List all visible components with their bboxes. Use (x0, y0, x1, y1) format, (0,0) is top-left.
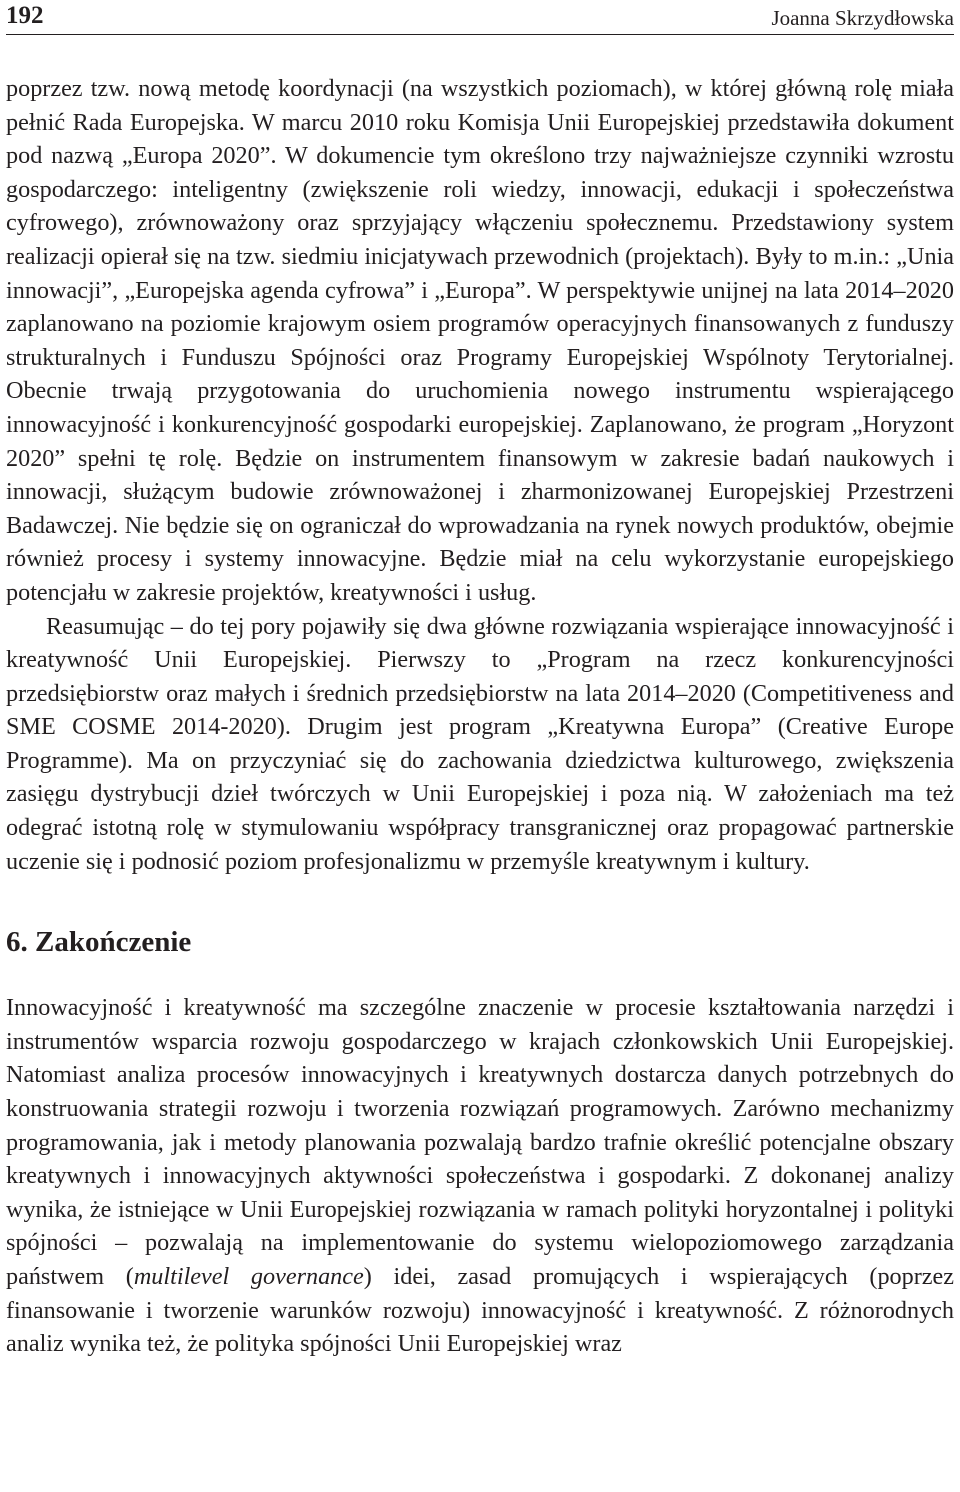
paragraph-summary: Reasumując – do tej pory pojawiły się dwa główne rozwiązania wspierające innowacyjność i kreatywność Unii Europejskiej. Pierwszy to „Program na rzecz konkurencyjności przedsiębiorstw oraz małych i średnich przedsiębiorstw na lata 2014–2020 (Competitiveness and SME COSME 2014-2020). Drugim jest program „Kreatywna Europa” (Creative Europe Programme). Ma on przyczyniać się do zachowania dziedzictwa kulturowego, zwiększenia zasięgu dystrybucji dzieł twórczych w Unii Europejskiej i poza nią. W założeniach ma też odegrać istotną rolę w stymulowaniu współpracy transgranicznej oraz propagować partnerskie uczenie się i podnosić poziom profesjonalizmu w przemyśle kreatywnym i kultury. (6, 612, 954, 875)
page-number: 192 (6, 2, 44, 29)
conclusion-italic-term: multilevel governance (133, 1263, 364, 1290)
running-header-author: Joanna Skrzydłowska (771, 6, 954, 30)
conclusion-text-part1: Innowacyjność i kreatywność ma szczególne znaczenie w procesie kształtowania narzędzi i instrumentów wsparcia rozwoju gospodarczego w krajach członkowskich Unii Europejskiej. Natomiast analiza procesów innowacyjnych i kreatywnych dostarcza danych potrzebnych do konstruowania strategii rozwoju i tworzenia rozwiązań programowych. Zarówno mechanizmy programowania, jak i metody planowania pozwalają bardzo trafnie określić potencjalne obszary kreatywnych i innowacyjnych aktywności społeczeństwa i gospodarki. Z dokonanej analizy wynika, że istniejące w Unii Europejskiej rozwiązania w ramach polityki horyzontalnej i polityki spójności – pozwalają na implementowanie do systemu wielopoziomowego zarządzania państwem ( (6, 994, 954, 1290)
paragraph-conclusion (6, 991, 954, 1361)
paragraph-continued: poprzez tzw. nową metodę koordynacji (na wszystkich poziomach), w której główną rolę miała pełnić Rada Europejska. W marcu 2010 roku Komisja Unii Europejskiej przedstawiła dokument pod nazwą „Europa 2020”. W dokumencie tym określono trzy najważniejsze czynniki wzrostu gospodarczego: inteligentny (zwiększenie roli wiedzy, innowacji, edukacji i społeczeństwa cyfrowego), zrównoważony oraz sprzyjający włączeniu społecznemu. Przedstawiony system realizacji opierał się na tzw. siedmiu inicjatywach przewodnich (projektach). Były to m.in.: „Unia innowacji”, „Europejska agenda cyfrowa” i „Europa”. W perspektywie unijnej na lata 2014–2020 zaplanowano na poziomie krajowym osiem programów operacyjnych finansowanych z funduszy strukturalnych i Funduszu Spójności oraz Programy Europejskiej Wspólnoty Terytorialnej. Obecnie trwają przygotowania do uruchomienia nowego instrumentu wspierającego innowacyjność i konkurencyjność gospodarki europejskiej. Zaplanowano, że program „Horyzont 2020” spełni tę rolę. Będzie on instrumentem finansowym w zakresie badań naukowych i innowacji, służącym budowie zrównoważonej i zharmonizowanej Europejskiej Przestrzeni Badawczej. Nie będzie się on ograniczał do wprowadzania na rynek nowych produktów, obejmie również procesy i systemy innowacyjne. Będzie miał na celu wykorzystanie europejskiego potencjału w zakresie projektów, kreatywności i usług. (6, 75, 954, 606)
document-page (6, 0, 954, 1361)
body-text (6, 72, 954, 1361)
section-heading: 6. Zakończenie (6, 926, 192, 959)
conclusion-text-part2: ) idei, zasad promujących i wspierających (poprzez finansowanie i tworzenie warunków rozwoju) innowacyjność i kreatywność. Z różnorodnych analiz wynika też, że polityka spójności Unii Europejskiej wraz (6, 1263, 954, 1358)
running-header (6, 0, 954, 35)
